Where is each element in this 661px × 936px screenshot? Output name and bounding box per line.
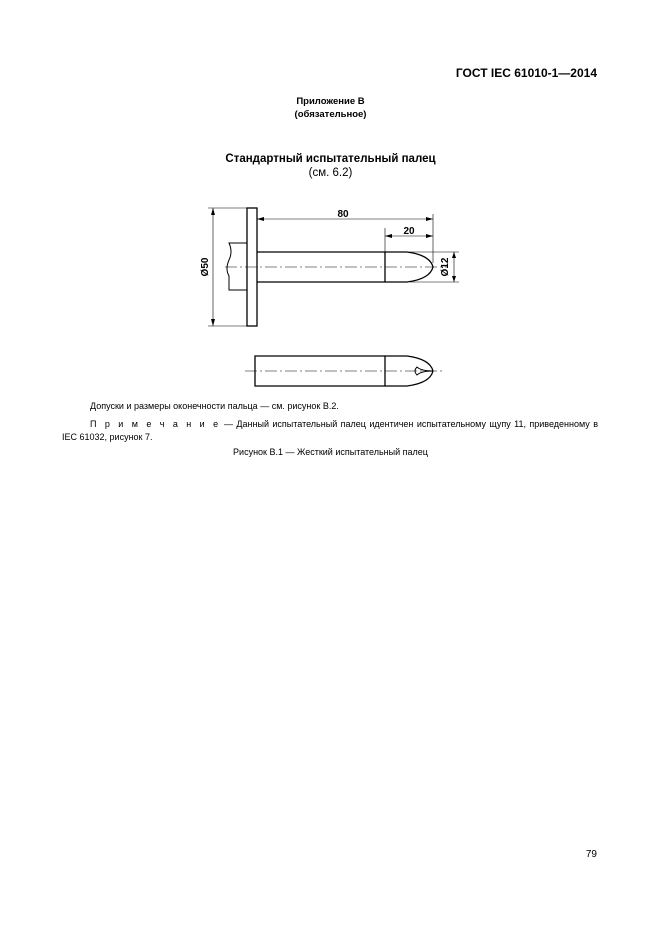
annex-type: (обязательное) bbox=[294, 109, 367, 120]
page-number: 79 bbox=[585, 849, 597, 860]
dimension-length-label: 80 bbox=[337, 209, 349, 220]
dimension-tip-diameter-label: Ø12 bbox=[440, 257, 451, 277]
standard-designation: ГОСТ IEC 61010-1—2014 bbox=[455, 66, 597, 80]
dimension-tip-label: 20 bbox=[403, 226, 415, 237]
figure-title: Стандартный испытательный палец bbox=[225, 153, 436, 165]
note-label: П р и м е ч а н и е bbox=[90, 419, 221, 429]
figure-caption: Рисунок В.1 — Жесткий испытательный палец bbox=[233, 447, 428, 457]
note-paragraph bbox=[62, 418, 598, 444]
handle bbox=[227, 243, 247, 290]
annex-title: Приложение В bbox=[296, 96, 365, 107]
note-body: — Данный испытательный палец идентичен испытательному щупу 11, приведенному в IEC 61032, рисунок 7. bbox=[62, 419, 598, 442]
dimension-flange-diameter-label: Ø50 bbox=[200, 257, 211, 277]
tolerances-paragraph: Допуски и размеры оконечности пальца — см. рисунок В.2. bbox=[90, 401, 339, 411]
figure-reference: (см. 6.2) bbox=[308, 167, 353, 179]
